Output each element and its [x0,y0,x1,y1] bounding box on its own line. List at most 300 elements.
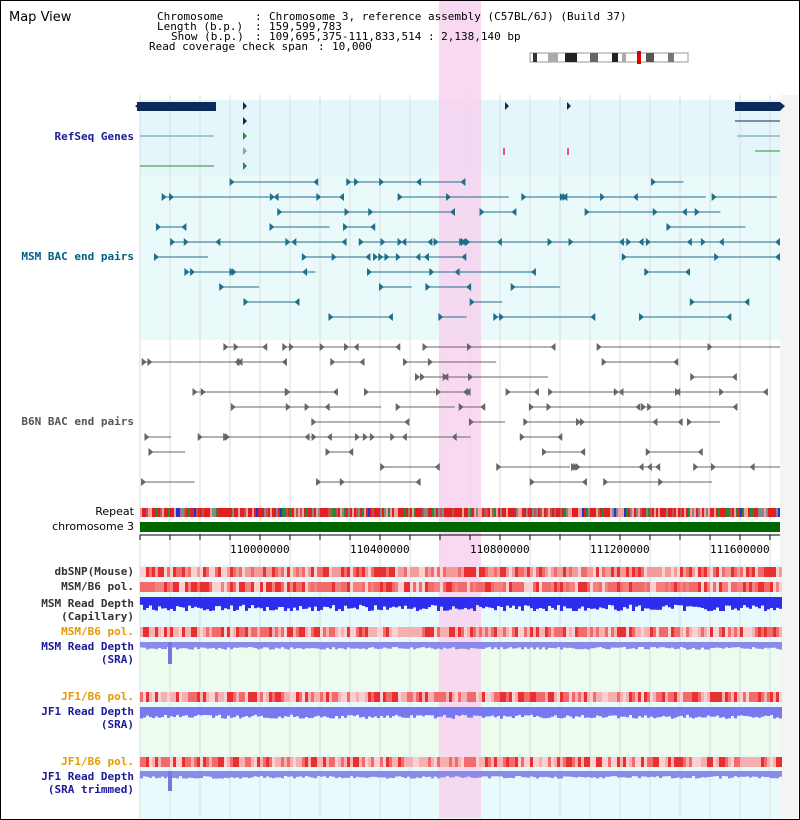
read-depth-bar [365,771,368,778]
snp-density [704,627,707,637]
snp-density [728,627,731,637]
show-value: 109,695,375-111,833,514 : 2,138,140 bp [269,30,521,43]
snp-density [455,757,458,767]
read-depth-bar [518,642,521,647]
snp-density [680,627,683,637]
repeat-block [312,508,314,517]
snp-density [332,627,335,637]
read-depth-bar [566,707,569,715]
snp-density [362,582,365,592]
read-depth-bar [455,707,458,715]
read-depth-bar [779,642,782,650]
read-depth-bar [542,707,545,718]
snp-density [293,582,296,592]
bac-end [420,373,425,381]
snp-density [239,627,242,637]
read-depth-bar [719,707,722,718]
snp-density [281,582,284,592]
snp-density [266,692,269,702]
snp-density [533,567,536,577]
bac-end [435,463,440,471]
snp-density [461,692,464,702]
track-label-b6n-bac[interactable]: B6N BAC end pairs [21,415,134,428]
read-depth-bar [275,707,278,718]
snp-density [734,757,737,767]
read-depth-bar [197,771,200,778]
read-depth-bar [275,597,278,610]
snp-density [329,692,332,702]
read-depth-bar [482,597,485,608]
snp-density [341,627,344,637]
repeat-block [600,508,602,517]
snp-density [632,582,635,592]
read-depth-bar [626,642,629,649]
snp-density [770,692,773,702]
snp-density [314,627,317,637]
snp-density [155,757,158,767]
track-label-jf1-depth-trim[interactable]: JF1 Read Depth [41,770,134,783]
read-depth-bar [392,642,395,647]
snp-density [623,757,626,767]
snp-density [536,692,539,702]
snp-density [344,757,347,767]
snp-density [224,582,227,592]
snp-density [524,582,527,592]
read-depth-bar [515,597,518,609]
snp-density [719,692,722,702]
snp-density [422,692,425,702]
read-depth-bar [695,707,698,717]
repeat-block [168,508,170,517]
snp-density [734,627,737,637]
read-depth-bar [689,597,692,606]
repeat-block [478,508,480,517]
snp-density [395,627,398,637]
snp-density [152,582,155,592]
read-depth-bar [659,597,662,610]
snp-density [332,582,335,592]
read-depth-bar [284,707,287,716]
snp-density [599,582,602,592]
read-depth-bar [602,707,605,718]
snp-density [533,757,536,767]
read-depth-bar [662,597,665,607]
read-depth-bar [290,642,293,647]
snp-density [605,567,608,577]
read-depth-bar [746,707,749,716]
snp-density [719,627,722,637]
read-depth-bar [509,642,512,647]
snp-density [221,692,224,702]
read-depth-bar [299,707,302,718]
read-depth-bar [242,597,245,605]
snp-density [251,567,254,577]
snp-density [458,582,461,592]
track-label-msm-b6-pol[interactable]: MSM/B6 pol. [61,580,134,593]
snp-density [710,692,713,702]
snp-density [479,567,482,577]
repeat-block [760,508,762,517]
read-depth-bar [560,771,563,778]
read-depth-bar [500,707,503,719]
read-depth-bar [428,597,431,607]
read-depth-bar [344,597,347,606]
snp-density [143,692,146,702]
read-depth-bar [767,771,770,777]
read-depth-bar [521,707,524,717]
snp-density [152,567,155,577]
read-depth-bar [359,597,362,605]
repeat-block [706,508,708,517]
snp-density [188,582,191,592]
read-depth-bar [293,642,296,649]
track-label-msm-b6-pol-sra[interactable]: MSM/B6 pol. [61,625,134,638]
snp-density [536,757,539,767]
bac-end [364,388,369,396]
snp-density [776,692,779,702]
read-depth-bar [242,771,245,777]
snp-density [311,627,314,637]
track-label-jf1-b6-pol-trim[interactable]: JF1/B6 pol. [61,755,134,768]
read-depth-bar [167,707,170,718]
read-depth-bar [476,707,479,716]
snp-density [710,627,713,637]
read-depth-bar [473,771,476,778]
snp-density [599,692,602,702]
repeat-block [272,508,274,517]
repeat-block [354,508,356,517]
snp-density [158,627,161,637]
snp-density [470,692,473,702]
snp-density [359,567,362,577]
read-depth-bar [158,771,161,778]
snp-density [473,757,476,767]
snp-density [185,627,188,637]
snp-density [230,567,233,577]
bac-end [423,343,428,351]
read-depth-bar [515,707,518,716]
repeat-block [496,508,498,517]
snp-density [593,757,596,767]
snp-density [149,582,152,592]
read-depth-bar [554,771,557,777]
read-depth-bar [698,707,701,717]
repeat-block [240,508,242,517]
read-depth-bar [149,707,152,717]
read-depth-bar [755,642,758,648]
snp-density [491,567,494,577]
snp-density [353,582,356,592]
read-depth-bar [404,642,407,649]
read-depth-bar [563,771,566,776]
repeat-block [402,508,404,517]
snp-density [386,582,389,592]
repeat-block [352,508,354,517]
read-depth-bar [191,707,194,718]
read-depth-bar [623,707,626,717]
read-depth-bar [599,597,602,607]
read-depth-bar [143,771,146,776]
read-depth-bar [242,707,245,717]
read-depth-bar [743,707,746,716]
snp-density [665,627,668,637]
bac-end [148,448,153,456]
repeat-block [606,508,608,517]
snp-density [764,567,767,577]
snp-density [545,692,548,702]
snp-density [767,582,770,592]
snp-density [716,692,719,702]
read-depth-bar [347,597,350,609]
read-depth-bar [380,707,383,716]
ideogram-band [590,53,598,62]
snp-density [737,692,740,702]
read-depth-bar [245,707,248,716]
snp-density [437,627,440,637]
bac-end [305,403,310,411]
snp-density [557,627,560,637]
read-depth-bar [761,642,764,649]
snp-density [545,627,548,637]
snp-density [689,627,692,637]
snp-density [563,692,566,702]
repeat-block [694,508,696,517]
read-depth-bar [485,771,488,776]
read-depth-bar [164,597,167,608]
repeat-block [698,508,700,517]
repeat-block [690,508,692,517]
snp-density [146,567,149,577]
snp-density [599,627,602,637]
bac-end [141,478,146,486]
repeat-block [550,508,552,517]
read-depth-bar [488,642,491,647]
read-depth-bar [737,642,740,647]
read-depth-bar [503,597,506,611]
repeat-block [428,508,430,517]
read-depth-bar [725,771,728,776]
snp-density [284,692,287,702]
read-depth-bar [362,707,365,717]
snp-density [518,757,521,767]
snp-density [227,567,230,577]
snp-density [440,582,443,592]
read-depth-bar [593,707,596,718]
snp-density [755,757,758,767]
snp-density [161,582,164,592]
read-depth-bar [437,642,440,648]
snp-density [494,757,497,767]
snp-density [200,582,203,592]
snp-density [191,757,194,767]
snp-density [392,582,395,592]
read-depth-bar [551,642,554,648]
snp-density [617,582,620,592]
ideogram-band [533,53,537,62]
snp-density [644,567,647,577]
snp-density [170,582,173,592]
read-depth-bar [323,642,326,649]
read-depth-bar [545,771,548,777]
snp-density [551,692,554,702]
repeat-block [616,508,618,517]
repeat-block [564,508,566,517]
snp-density [173,627,176,637]
read-depth-bar [644,771,647,777]
snp-density [425,582,428,592]
snp-density [434,692,437,702]
read-depth-bar [710,707,713,717]
snp-density [245,567,248,577]
read-depth-bar [230,771,233,777]
read-depth-bar [413,707,416,718]
snp-density [464,692,467,702]
snp-density [296,582,299,592]
snp-density [725,582,728,592]
snp-density [383,567,386,577]
repeat-block [568,508,570,517]
snp-density [683,627,686,637]
read-depth-bar [464,707,467,715]
snp-density [152,627,155,637]
read-depth-bar [674,642,677,649]
read-depth-bar [599,707,602,716]
snp-density [473,582,476,592]
snp-density [566,692,569,702]
read-depth-bar [479,642,482,649]
read-depth-bar [593,771,596,777]
read-depth-bar [254,771,257,776]
read-depth-bar [329,642,332,649]
snp-density [530,692,533,702]
snp-density [320,567,323,577]
snp-density [527,757,530,767]
snp-density [464,757,467,767]
repeat-block [516,508,518,517]
snp-density [275,582,278,592]
snp-density [659,692,662,702]
snp-density [614,567,617,577]
snp-density [449,582,452,592]
snp-density [218,582,221,592]
snp-density [299,567,302,577]
read-depth-bar [227,771,230,778]
read-depth-bar [659,642,662,647]
repeat-block [746,508,748,517]
snp-density [512,582,515,592]
snp-density [530,757,533,767]
snp-density [404,582,407,592]
track-label-jf1-b6-pol[interactable]: JF1/B6 pol. [61,690,134,703]
read-depth-bar [473,642,476,648]
track-label-msm-depth-sra[interactable]: MSM Read Depth [41,640,134,653]
snp-density [746,692,749,702]
snp-density [299,627,302,637]
read-depth-bar [635,597,638,607]
snp-density [506,757,509,767]
snp-density [641,627,644,637]
snp-density [770,567,773,577]
read-depth-bar [485,597,488,607]
snp-density [551,757,554,767]
read-depth-bar [515,642,518,648]
read-depth-bar [524,771,527,777]
snp-density [587,567,590,577]
snp-density [209,757,212,767]
read-depth-bar [179,597,182,607]
repeat-block [610,508,612,517]
snp-density [203,627,206,637]
track-label-dbsnp[interactable]: dbSNP(Mouse) [54,565,134,578]
read-depth-bar [488,597,491,607]
snp-density [317,757,320,767]
snp-density [602,627,605,637]
read-depth-bar [434,771,437,777]
snp-density [635,757,638,767]
snp-density [731,567,734,577]
snp-density [272,692,275,702]
repeat-block [270,508,272,517]
repeat-block [476,508,478,517]
bac-end [551,343,556,351]
read-depth-bar [485,707,488,717]
repeat-block [164,508,166,517]
snp-density [668,627,671,637]
repeat-block [182,508,184,517]
read-depth-bar [299,597,302,606]
read-depth-bar [179,642,182,648]
bac-end [542,448,547,456]
read-depth-bar [377,597,380,610]
repeat-block [328,508,330,517]
read-depth-bar [734,597,737,609]
read-depth-bar [452,642,455,647]
snp-density [755,692,758,702]
read-depth-bar [194,771,197,778]
read-depth-bar [389,707,392,718]
snp-density [488,582,491,592]
track-label-jf1-depth-sra[interactable]: JF1 Read Depth [41,705,134,718]
read-depth-bar [218,771,221,778]
repeat-block [572,508,574,517]
track-label-refseq[interactable]: RefSeq Genes [54,130,134,143]
repeat-block [286,508,288,517]
read-depth-bar [614,771,617,776]
read-depth-bar [695,597,698,607]
read-depth-bar [416,597,419,611]
snp-density [704,692,707,702]
track-label-msm-depth-cap[interactable]: MSM Read Depth [41,597,134,610]
read-depth-bar [188,771,191,778]
snp-density [527,627,530,637]
bac-end [231,403,236,411]
read-depth-bar [170,707,173,716]
snp-density [407,627,410,637]
repeat-block [426,508,428,517]
read-depth-bar [362,597,365,606]
read-depth-bar [749,771,752,778]
read-depth-bar [755,597,758,607]
repeat-block [364,508,366,517]
read-depth-bar [227,597,230,609]
track-label-msm-bac[interactable]: MSM BAC end pairs [21,250,134,263]
read-depth-bar [734,707,737,718]
read-depth-bar [464,597,467,608]
snp-density [359,692,362,702]
repeat-block [468,508,470,517]
snp-density [716,757,719,767]
read-depth-bar [275,642,278,648]
